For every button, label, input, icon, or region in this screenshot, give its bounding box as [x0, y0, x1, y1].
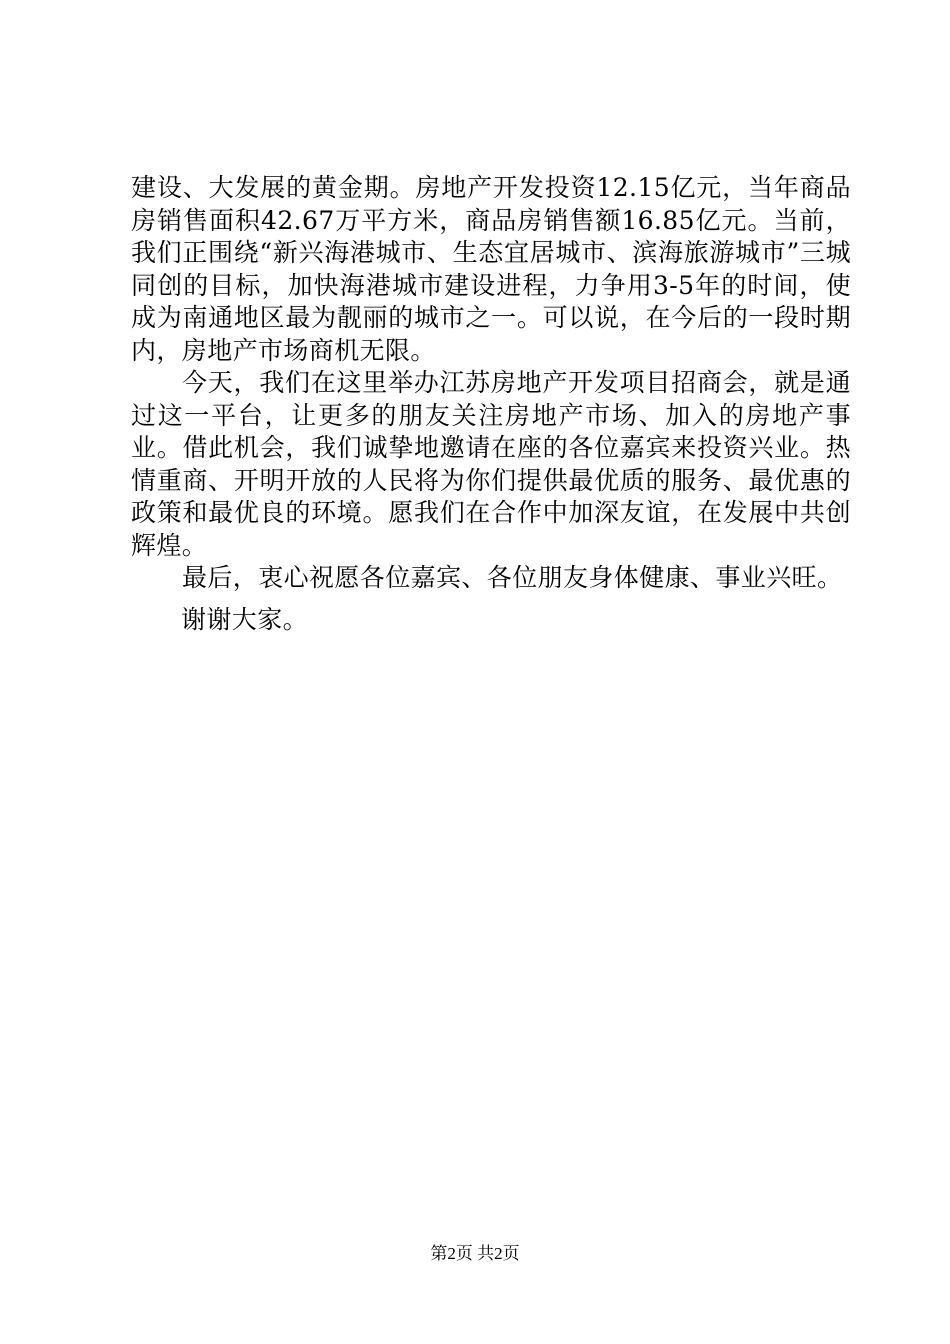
page-number-label: 第2页 共2页: [430, 1244, 520, 1263]
paragraph-invitation: 今天，我们在这里举办江苏房地产开发项目招商会，就是通过这一平台，让更多的朋友关注房地产市场、加入的房地产事业。借此机会，我们诚挚地邀请在座的各位嘉宾来投资兴业。热情重商、开明开放的人民将为你们提供最优质的服务、最优惠的政策和最优良的环境。愿我们在合作中加深友谊，在发展中共创辉煌。: [131, 368, 851, 560]
document-body: [131, 172, 851, 595]
paragraph-intro: 建设、大发展的黄金期。房地产开发投资12.15亿元，当年商品房销售面积42.67万平方米，商品房销售额16.85亿元。当前，我们正围绕“新兴海港城市、生态宜居城市、滨海旅游城市”三城同创的目标，加快海港城市建设进程，力争用3-5年的时间，使成为南通地区最为靓丽的城市之一。可以说，在今后的一段时期内，房地产市场商机无限。: [131, 173, 851, 365]
closing-thanks: 谢谢大家。: [181, 605, 309, 634]
paragraph-wishes: 最后，衷心祝愿各位嘉宾、各位朋友身体健康、事业兴旺。: [182, 563, 843, 592]
page-footer: [0, 1243, 950, 1265]
